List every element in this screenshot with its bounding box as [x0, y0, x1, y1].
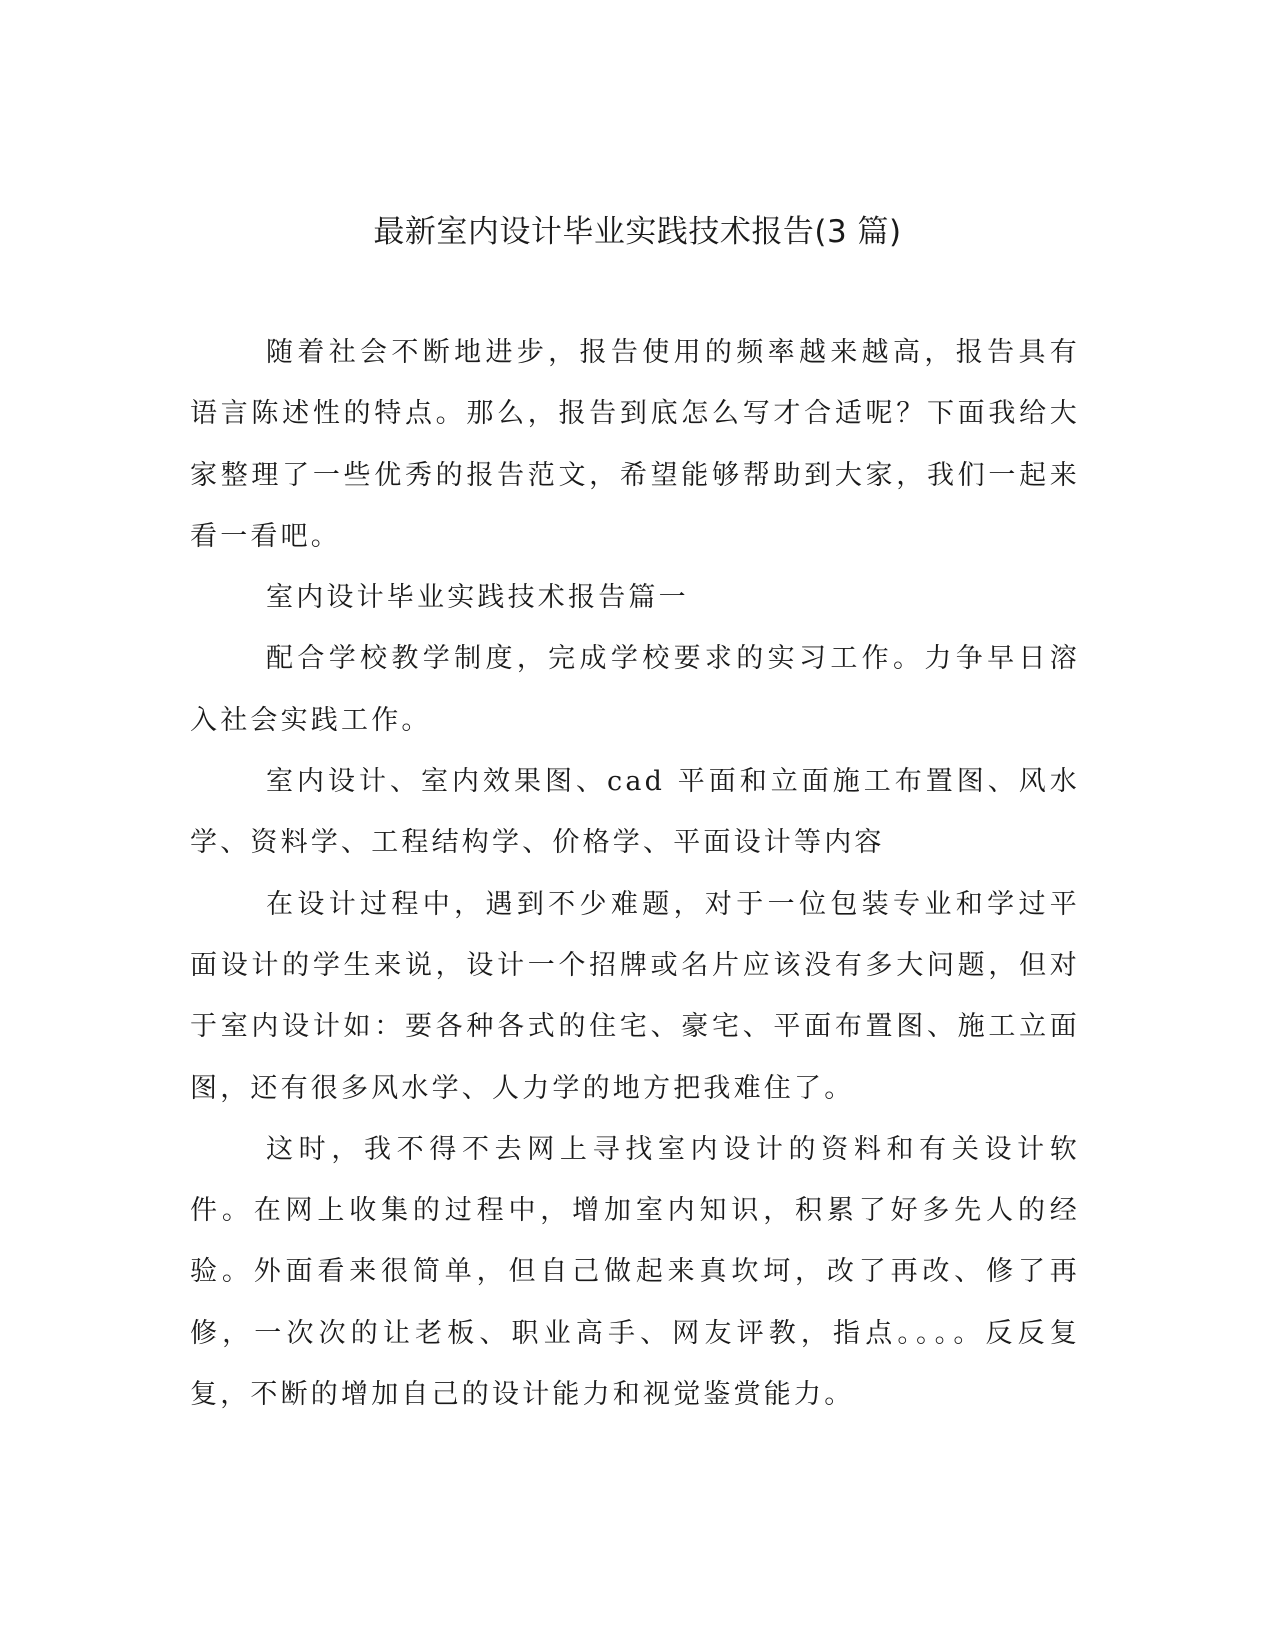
body-paragraph: 在设计过程中，遇到不少难题，对于一位包装专业和学过平面设计的学生来说，设计一个招牌或名片应该没有多大问题，但对于室内设计如：要各种各式的住宅、豪宅、平面布置图、施工立面图，还有很多风水学、人力学的地方把我难住了。 [190, 888, 1080, 1104]
intro-paragraph: 随着社会不断地进步，报告使用的频率越来越高，报告具有语言陈述性的特点。那么，报告到底怎么写才合适呢？下面我给大家整理了一些优秀的报告范文，希望能够帮助到大家，我们一起来看一看吧。 [190, 337, 1080, 552]
body-paragraph: 配合学校教学制度，完成学校要求的实习工作。力争早日溶入社会实践工作。 [190, 643, 1080, 736]
body-paragraph: 室内设计、室内效果图、cad 平面和立面施工布置图、风水学、资料学、工程结构学、价格学、平面设计等内容 [190, 766, 1080, 859]
document-body [190, 322, 1080, 1425]
body-paragraph: 这时，我不得不去网上寻找室内设计的资料和有关设计软件。在网上收集的过程中，增加室内知识，积累了好多先人的经验。外面看来很简单，但自己做起来真坎坷，改了再改、修了再修，一次次的让老板、职业高手、网友评教，指点。。。。反反复复，不断的增加自己的设计能力和视觉鉴赏能力。 [190, 1133, 1080, 1411]
document-title: 最新室内设计毕业实践技术报告(3 篇) [373, 214, 902, 250]
section-heading: 室内设计毕业实践技术报告篇一 [266, 582, 689, 614]
